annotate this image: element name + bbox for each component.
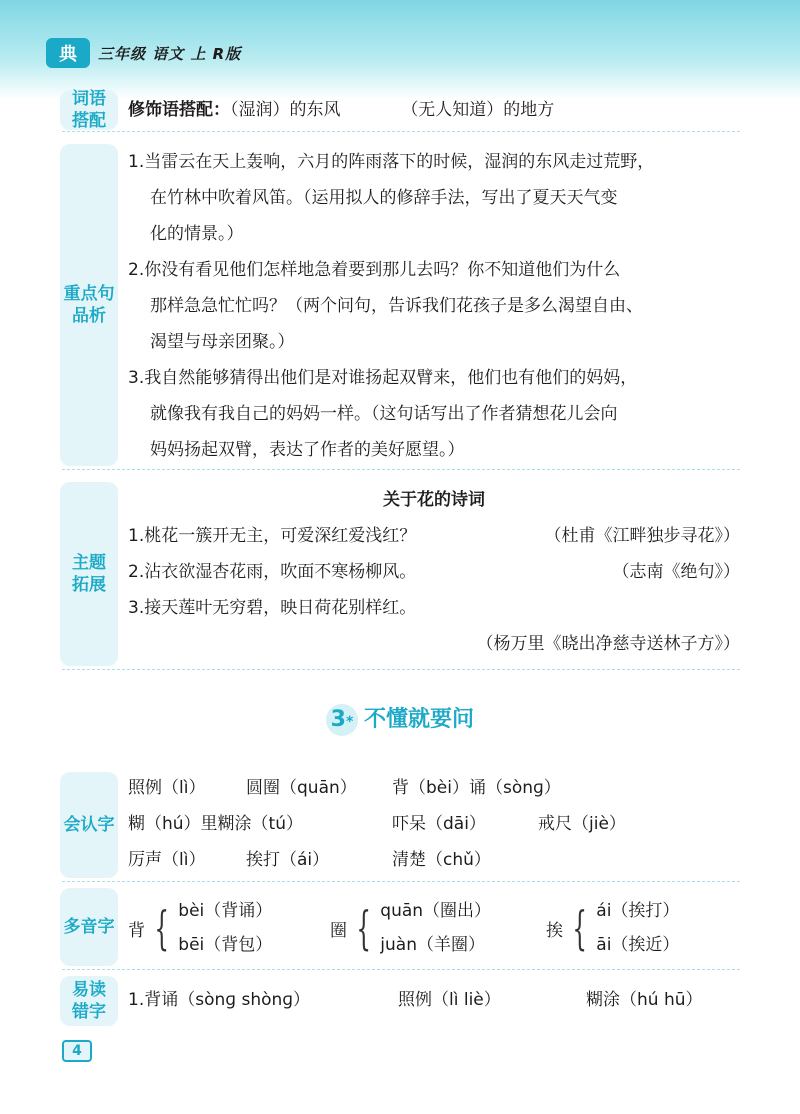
tag-polyphonic: [60, 888, 118, 966]
polyphonic-group: [546, 894, 679, 962]
char-item: 照例（lì）: [128, 778, 206, 798]
misread-word: 1.背诵: [128, 990, 179, 1010]
lesson-number: [326, 704, 358, 736]
poem-line: [128, 554, 740, 590]
misread-item: [586, 982, 703, 1018]
char-item: 清楚（chǔ）: [392, 850, 491, 870]
poem-line: [128, 518, 740, 554]
lesson-title-text: 不懂就要问: [363, 707, 474, 732]
polyphonic-group: [128, 894, 272, 962]
poem-text: 1.桃花一簇开无主，可爱深红爱浅红？: [128, 526, 417, 546]
publisher-logo: 典: [46, 38, 90, 68]
tag-line: 品析: [72, 306, 106, 326]
sentence-line: 1.当雷云在天上轰响，六月的阵雨落下的时候，湿润的东风走过荒野，: [128, 152, 655, 172]
polyphonic-char: 背: [128, 920, 145, 941]
char-row: [128, 842, 740, 878]
section-key-sentences: [62, 140, 740, 470]
page-number: 4: [62, 1040, 92, 1062]
misread-item: [128, 982, 398, 1018]
section-misread-chars: [62, 974, 740, 1030]
char-item: 吓呆（dāi）: [392, 814, 486, 834]
sentence-line: 在竹林中吹着风笛。（运用拟人的修辞手法，写出了夏天天气变: [150, 188, 618, 208]
misread-options: （hú hū）: [620, 990, 703, 1010]
polyphonic-char: 圈: [330, 920, 347, 941]
section-recognize-chars: [62, 770, 740, 882]
tag-theme-extension: [60, 482, 118, 666]
reading: juàn（羊圈）: [380, 935, 485, 955]
collocation-label: 修饰语搭配：: [128, 100, 230, 120]
poem-line: [128, 590, 740, 626]
reading: bèi（背诵）: [178, 901, 273, 921]
sentence-line: 2.你没有看见他们怎样地急着要到那儿去吗？你不知道他们为什么: [128, 260, 621, 280]
char-item: 戒尺（jiè）: [538, 814, 626, 834]
lesson-star: *: [345, 714, 354, 730]
theme-content: [128, 482, 740, 662]
char-item: 厉声（lì）: [128, 850, 206, 870]
tag-key-sentences: [60, 144, 118, 466]
poems-title: 关于花的诗词: [383, 490, 485, 510]
char-item: 圆圈（quān）: [246, 778, 357, 798]
collocation-item: （无人知道）的地方: [401, 100, 555, 120]
poem-text: 3.接天莲叶无穷碧，映日荷花别样红。: [128, 598, 417, 618]
misread-options: （lì liè）: [432, 990, 501, 1010]
sentence-line: 妈妈扬起双臂，表达了作者的美好愿望。）: [150, 440, 465, 460]
reading: bēi（背包）: [178, 935, 273, 955]
brace-icon: {: [356, 901, 371, 955]
misread-row: [128, 982, 740, 1018]
poem-text: 2.沾衣欲湿杏花雨，吹面不寒杨柳风。: [128, 562, 417, 582]
tag-misread-chars: [60, 976, 118, 1026]
tag-line: 错字: [72, 1002, 106, 1022]
misread-word: 照例: [398, 990, 432, 1010]
tag-line: 会认字: [63, 815, 115, 835]
polyphonic-group: [330, 894, 491, 962]
sentence-line: 化的情景。）: [150, 224, 244, 244]
char-item: 糊（hú）里糊涂（tú）: [128, 814, 303, 834]
reading: āi（挨近）: [596, 935, 680, 955]
section-theme-extension: [62, 478, 740, 670]
char-item: 挨打（ái）: [246, 850, 330, 870]
sentence-line: 就像我有我自己的妈妈一样。（这句话写出了作者猜想花儿会向: [150, 404, 618, 424]
collocation-item: （湿润）的东风: [230, 100, 341, 120]
misread-word: 糊涂: [586, 990, 620, 1010]
misread-options: （sònɡ shònɡ）: [178, 990, 311, 1010]
recognize-content: [128, 770, 740, 878]
collocation-content: [128, 92, 740, 128]
lesson-title: [0, 702, 800, 736]
sentence-line: 那样急急忙忙吗？（两个问句，告诉我们花孩子是多么渴望自由、: [150, 296, 643, 316]
key-sentences-content: [128, 144, 740, 468]
tag-recognize-chars: [60, 772, 118, 878]
tag-line: 拓展: [72, 575, 106, 595]
brace-icon: {: [154, 901, 169, 955]
sentence-line: 渴望与母亲团聚。）: [150, 332, 295, 352]
tag-line: 主题: [72, 553, 106, 573]
lesson-number-text: 3: [330, 707, 346, 732]
reading: quān（圈出）: [380, 901, 492, 921]
brace-icon: {: [572, 901, 587, 955]
char-item: 背（bèi）诵（sònɡ）: [392, 778, 561, 798]
tag-word-collocation: [60, 90, 118, 130]
char-row: [128, 770, 740, 806]
page-header: [0, 30, 330, 76]
polyphonic-char: 挨: [546, 920, 563, 941]
tag-line: 词语: [72, 89, 106, 109]
tag-line: 搭配: [72, 111, 106, 131]
reading: ái（挨打）: [596, 901, 680, 921]
tag-line: 重点句: [63, 284, 115, 304]
tag-line: 多音字: [63, 917, 115, 937]
section-word-collocation: [62, 88, 740, 132]
sentence-line: 3.我自然能够猜得出他们是对谁扬起双臂来，他们也有他们的妈妈，: [128, 368, 638, 388]
header-text: 三年级 语文 上 R版: [98, 44, 242, 63]
section-polyphonic: [62, 886, 740, 970]
tag-line: 易读: [72, 980, 106, 1000]
poem-source: （杜甫《江畔独步寻花》）: [544, 526, 740, 546]
poem-source: （志南《绝句》）: [612, 562, 740, 582]
char-row: [128, 806, 740, 842]
misread-item: [398, 982, 586, 1018]
misread-content: [128, 982, 740, 1018]
poem-source: （杨万里《晓出净慈寺送林子方》）: [476, 634, 740, 654]
